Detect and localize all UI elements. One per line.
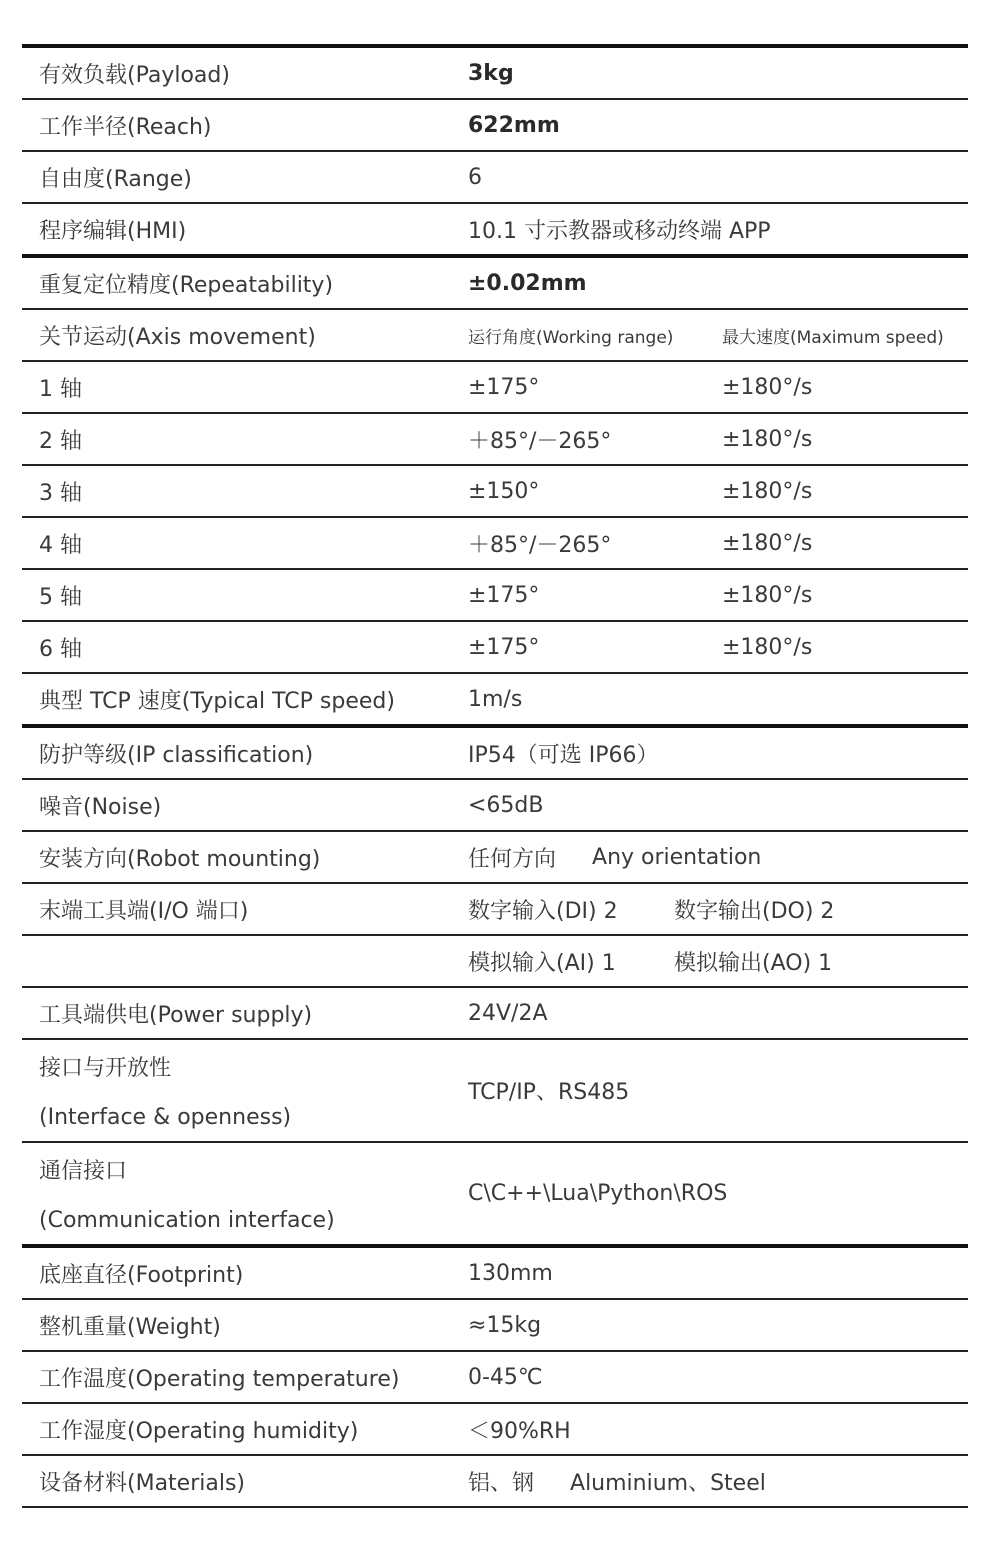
spec-label: 防护等级(IP classification) [39, 742, 314, 768]
divider [22, 1506, 968, 1508]
axis-speed: ±180°/s [722, 478, 813, 504]
value-en: Aluminium、Steel [570, 1470, 766, 1496]
spec-row-temperature [22, 1352, 968, 1402]
spec-table [22, 44, 968, 1508]
spec-label: 工作半径(Reach) [39, 114, 212, 140]
spec-value: 0-45℃ [468, 1364, 543, 1390]
spec-value: ±0.02mm [468, 270, 587, 296]
spec-label [39, 1143, 335, 1244]
label-en: (Interface & openness) [39, 1104, 292, 1130]
spec-label: 整机重量(Weight) [39, 1314, 221, 1340]
spec-label [39, 1040, 291, 1141]
spec-label: 程序编辑(HMI) [39, 218, 187, 244]
value-cn: 铝、钢 [468, 1470, 535, 1496]
axis-speed: ±180°/s [722, 582, 813, 608]
spec-value: ≈15kg [468, 1312, 542, 1338]
axis-speed: ±180°/s [722, 426, 813, 452]
spec-value: 130mm [468, 1260, 553, 1286]
label-en: (Communication interface) [39, 1207, 335, 1233]
spec-row-communication [22, 1143, 968, 1244]
axis-speed: ±180°/s [722, 634, 813, 660]
spec-row-hmi [22, 204, 968, 254]
spec-row-mounting [22, 832, 968, 882]
axis-label: 1 轴 [39, 376, 82, 402]
spec-row-io [22, 884, 968, 934]
axis-range: ±175° [468, 374, 540, 400]
spec-label: 安装方向(Robot mounting) [39, 846, 321, 872]
spec-value: 24V/2A [468, 1000, 548, 1026]
spec-row-axis-4 [22, 518, 968, 568]
spec-value: 622mm [468, 112, 560, 138]
spec-label: 自由度(Range) [39, 166, 192, 192]
spec-value: 3kg [468, 60, 514, 86]
axis-range: ±175° [468, 582, 540, 608]
spec-row-axis-3 [22, 466, 968, 516]
spec-row-axis-2 [22, 414, 968, 464]
axis-range: ＋85°/－265° [468, 532, 612, 558]
spec-label: 底座直径(Footprint) [39, 1262, 244, 1288]
spec-value: ＜90%RH [468, 1418, 571, 1444]
spec-value [468, 832, 761, 882]
spec-label: 工作湿度(Operating humidity) [39, 1418, 359, 1444]
spec-row-axis-header [22, 310, 968, 360]
value-cn: 任何方向 [468, 846, 557, 872]
axis-label: 2 轴 [39, 428, 82, 454]
axis-label: 6 轴 [39, 636, 82, 662]
spec-value: 1m/s [468, 686, 523, 712]
spec-label: 工具端供电(Power supply) [39, 1002, 313, 1028]
spec-value: <65dB [468, 792, 544, 818]
spec-value [468, 1456, 766, 1506]
axis-label: 4 轴 [39, 532, 82, 558]
spec-value: 6 [468, 164, 482, 190]
spec-row-weight [22, 1300, 968, 1350]
spec-row-io-analog [22, 936, 968, 986]
spec-row-footprint [22, 1248, 968, 1298]
io-di: 数字输入(DI) 2 [468, 898, 618, 924]
spec-row-tcp-speed [22, 674, 968, 724]
spec-row-axis-5 [22, 570, 968, 620]
spec-label: 工作温度(Operating temperature) [39, 1366, 400, 1392]
spec-label: 典型 TCP 速度(Typical TCP speed) [39, 688, 395, 714]
axis-range: ±150° [468, 478, 540, 504]
spec-label: 末端工具端(I/O 端口) [39, 898, 249, 924]
label-cn: 接口与开放性 [39, 1056, 172, 1082]
io-do: 数字输出(DO) 2 [674, 898, 835, 924]
spec-row-axis-1 [22, 362, 968, 412]
spec-label: 噪音(Noise) [39, 794, 162, 820]
spec-row-humidity [22, 1404, 968, 1454]
axis-speed: ±180°/s [722, 530, 813, 556]
spec-row-axis-6 [22, 622, 968, 672]
axis-label: 5 轴 [39, 584, 82, 610]
label-cn: 通信接口 [39, 1159, 128, 1185]
spec-label: 有效负载(Payload) [39, 62, 230, 88]
spec-row-reach [22, 100, 968, 150]
axis-range: ＋85°/－265° [468, 428, 612, 454]
spec-value: IP54（可选 IP66） [468, 742, 659, 768]
spec-label: 关节运动(Axis movement) [39, 324, 316, 350]
spec-label: 重复定位精度(Repeatability) [39, 272, 334, 298]
spec-row-range [22, 152, 968, 202]
value-en: Any orientation [592, 844, 762, 870]
spec-row-repeatability [22, 258, 968, 308]
column-header-max-speed: 最大速度(Maximum speed) [722, 327, 944, 348]
io-ai: 模拟输入(AI) 1 [468, 950, 616, 976]
spec-value: TCP/IP、RS485 [468, 1080, 630, 1105]
spec-value: C\C++\Lua\Python\ROS [468, 1181, 728, 1206]
column-header-working-range: 运行角度(Working range) [468, 327, 674, 348]
spec-row-interface [22, 1040, 968, 1141]
axis-label: 3 轴 [39, 480, 82, 506]
spec-row-payload [22, 48, 968, 98]
axis-range: ±175° [468, 634, 540, 660]
spec-label: 设备材料(Materials) [39, 1470, 246, 1496]
spec-row-power [22, 988, 968, 1038]
spec-row-ip [22, 728, 968, 778]
axis-speed: ±180°/s [722, 374, 813, 400]
spec-row-materials [22, 1456, 968, 1506]
spec-value: 10.1 寸示教器或移动终端 APP [468, 218, 771, 244]
spec-row-noise [22, 780, 968, 830]
io-ao: 模拟输出(AO) 1 [674, 950, 833, 976]
